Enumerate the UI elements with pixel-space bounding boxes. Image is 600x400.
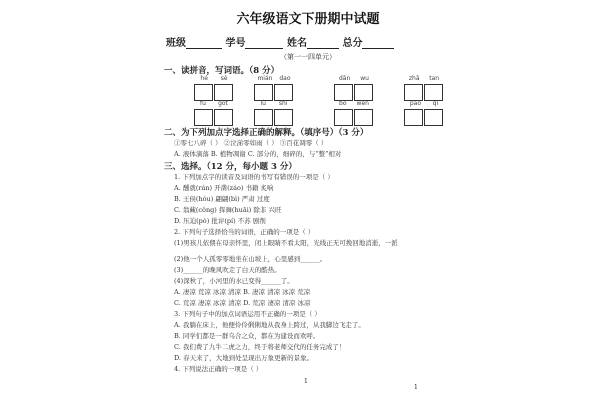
name-label: 姓名 [286, 38, 307, 49]
sentence-line: (3)______的晚风吹走了白天的酷热。 [174, 266, 281, 274]
name-blank[interactable] [307, 48, 339, 49]
answer-box[interactable] [274, 109, 293, 126]
answer-box[interactable] [424, 109, 443, 126]
id-blank[interactable] [245, 48, 283, 49]
option-line: B. 王侯(hóu) 翩翩(bì) 严肃 过度 [174, 195, 270, 203]
option-line: D. 压迫(pò) 批评(pí) 不苏 剧削 [174, 217, 266, 225]
sentence-line: (1)男孩儿依偎在母亲怀里，闭上眼睛不看太阳，光线正无可挽回地消逝，一派 [174, 239, 398, 247]
score-label: 总分 [342, 38, 363, 49]
answer-box[interactable] [194, 84, 213, 101]
section2-items: ①零七八碎（ ） ②泣涕零如雨（ ） ③百花凋零（ ） [174, 139, 328, 147]
answer-box[interactable] [404, 109, 423, 126]
student-info-line [166, 34, 466, 49]
exam-title: 六年级语文下册期中试题 [236, 12, 380, 27]
question-line: 4. 下列说法正确的一项是（ ） [174, 365, 263, 373]
answer-box[interactable] [424, 84, 443, 101]
question-line: 3. 下列句子中的加点词语运用不正确的一项是（ ） [174, 310, 321, 318]
section3-heading: 三、选择。（12 分，每小题 3 分） [164, 162, 297, 172]
sentence-line: (2)他一个人孤零零地坐在山坡上，心里感到______。 [174, 255, 327, 263]
option-line: D. 春天来了，大地到处呈现出万象更新的景象。 [174, 354, 314, 362]
option-line: B. 同学们都是一群乌合之众，都在为建设而欢呼。 [174, 332, 320, 340]
answer-box[interactable] [334, 109, 353, 126]
option-line: A. 凄凉 荒凉 冰凉 清凉 B. 凄凉 清凉 冰凉 荒凉 [174, 288, 311, 296]
option-line: C. 荒凉 凄凉 冰凉 清凉 D. 荒凉 凄凉 清凉 冰凉 [174, 299, 311, 307]
answer-box[interactable] [214, 109, 233, 126]
option-line: C. 我们费了九牛二虎之力，终于将老师交代的任务完成了！ [174, 343, 346, 351]
option-line: A. 醺就(rán) 开凿(záo) 书籍 炙响 [174, 184, 274, 192]
section2-options: A. 液体滴落 B. 植物凋谢 C. 部分的，细碎的，与“整”相对 [174, 150, 342, 158]
sentence-line: (4)深秋了，小河里的水已变得______了。 [174, 277, 294, 285]
page-number: 1 [304, 378, 308, 385]
question-line: 2. 下列句子选择恰当的词语，正确的一项是（ ） [174, 228, 315, 236]
answer-box[interactable] [254, 84, 273, 101]
class-blank[interactable] [186, 48, 222, 49]
unit-range: （第一一四单元） [280, 53, 336, 61]
section1-heading: 一、读拼音，写词语。（8 分） [164, 66, 280, 76]
question-line: 1. 下列加点字的读音及词语的书写有错误的一项是（ ） [174, 173, 334, 181]
answer-box[interactable] [404, 84, 423, 101]
exam-page [158, 0, 458, 400]
answer-box[interactable] [354, 109, 373, 126]
pinyin-row-2: fú gōt lǜ shì bǒ wèn pāo qì [186, 100, 446, 132]
score-blank[interactable] [362, 48, 394, 49]
answer-box[interactable] [254, 109, 273, 126]
answer-box[interactable] [274, 84, 293, 101]
section2-heading: 二、为下列加点字选择正确的解释。（填序号）（3 分） [164, 128, 369, 138]
answer-box[interactable] [214, 84, 233, 101]
option-line: A. 我躺在床上，他便伶伶俐俐地从我身上跨过，从我脚边飞走了。 [174, 321, 365, 329]
answer-box[interactable] [194, 109, 213, 126]
answer-box[interactable] [354, 84, 373, 101]
class-label: 班级 [166, 38, 186, 49]
option-line: C. 翁藏(cǒng) 挥舞(huāi) 除非 兴旺 [174, 206, 282, 214]
id-label: 学号 [225, 38, 246, 49]
pinyin-row-1: hé sè mián dao dān wu zhā tan [186, 75, 446, 107]
answer-box[interactable] [334, 84, 353, 101]
page-number-corner: 1 [414, 384, 418, 391]
